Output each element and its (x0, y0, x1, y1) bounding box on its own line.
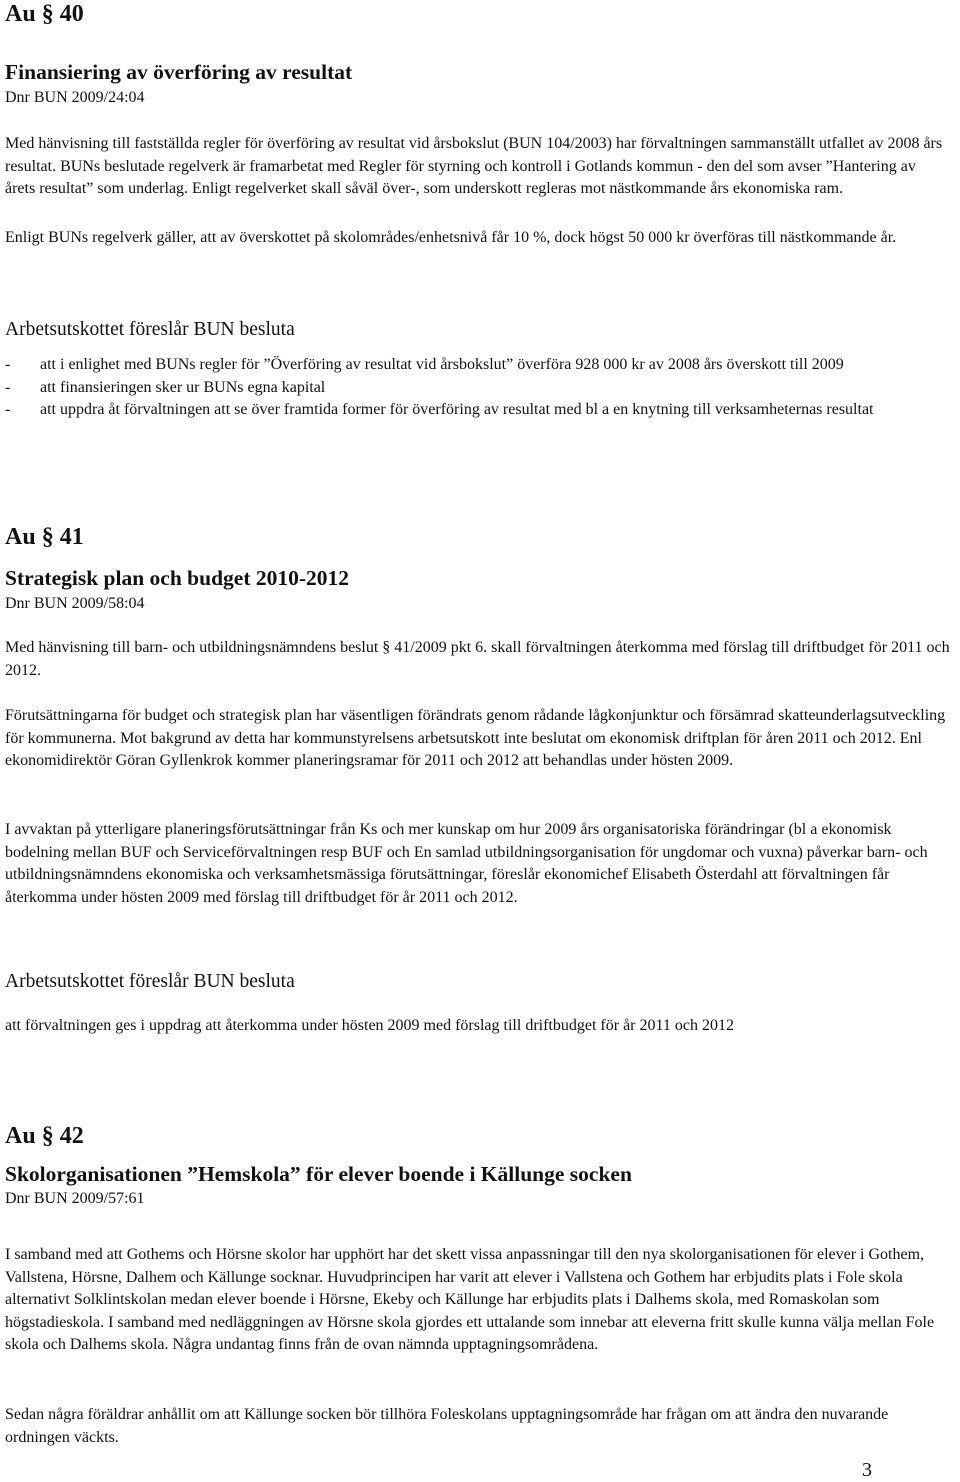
section-42-heading (5, 1122, 84, 1150)
section-number: 42 (59, 1123, 84, 1149)
section-40-proposal-heading: Arbetsutskottet föreslår BUN besluta (5, 319, 295, 340)
decision-item: - att uppdra åt förvaltningen att se över framtida former för överföring av resultat med bl a en knytning till verksamheternas resultat (5, 401, 874, 418)
decision-item: - att i enlighet med BUNs regler för ”Överföring av resultat vid årsbokslut” överföra 928 000 kr av 2008 års överskott till 2009 (5, 356, 844, 373)
section-40-title: Finansiering av överföring av resultat (5, 60, 353, 84)
paragraph-sign: § (41, 1, 54, 27)
section-42-paragraph-2: Sedan några föräldrar anhållit om att Källunge socken bör tillhöra Foleskolans upptagningsområde har frågan om att ändra den nuvarande ordningen väckts. (5, 1406, 889, 1446)
section-40-decision-list (5, 354, 910, 422)
section-41-dnr: Dnr BUN 2009/58:04 (5, 595, 145, 612)
paragraph-sign: § (41, 524, 54, 550)
section-40-dnr: Dnr BUN 2009/24:04 (5, 89, 145, 106)
section-40-heading (5, 0, 84, 28)
section-41-paragraph-3: I avvaktan på ytterligare planeringsförutsättningar från Ks och mer kunskap om hur 2009 års organisatoriska förändringar (bl a ekonomisk bodelning mellan BUF och Serviceförvaltningen resp BUF och En samlad utbildningsorganisation för ungdomar och vuxna) påverkar barn- och utbildningsnämndens ekonomiska och verksamhetsmässiga förutsättningar, föreslår ekonomichef Elisabeth Österdahl att förvaltningen får återkomma under hösten 2009 med förslag till driftbudget för år 2011 och 2012. (5, 821, 928, 906)
section-40-paragraph-1: Med hänvisning till fastställda regler för överföring av resultat vid årsbokslut (BUN 104/2003) har förvaltningen sammanställt utfallet av 2008 års resultat. BUNs beslutade regelverk är framarbetat med Regler för styrning och kontroll i Gotlands kommun - den del som avser ”Hantering av årets resultat” som underlag. Enligt regelverket skall såväl över-, som underskott regleras mot nästkommande års ekonomiska ram. (5, 135, 943, 197)
section-41-heading (5, 523, 84, 551)
section-number: 40 (59, 1, 84, 27)
decision-item: - att finansieringen sker ur BUNs egna kapital (5, 378, 326, 396)
section-40-paragraph-2: Enligt BUNs regelverk gäller, att av överskottet på skolområdes/enhetsnivå får 10 %, dock högst 50 000 kr överföras till nästkommande år. (5, 229, 897, 246)
section-42-dnr: Dnr BUN 2009/57:61 (5, 1190, 145, 1207)
section-41-paragraph-2: Förutsättningarna för budget och strategisk plan har väsentligen förändrats genom rådande lågkonjunktur och försämrad skatteunderlagsutveckling för kommunerna. Mot bakgrund av detta har kommunstyrelsens arbetsutskott inte beslutat om ekonomisk driftplan för åren 2011 och 2012. Enl ekonomidirektör Göran Gyllenkrok kommer planeringsramar för 2011 och 2012 att behandlas under hösten 2009. (5, 707, 946, 769)
section-41-decision: att förvaltningen ges i uppdrag att återkomma under hösten 2009 med förslag till driftbudget för år 2011 och 2012 (5, 1017, 734, 1034)
section-42-title: Skolorganisationen ”Hemskola” för elever boende i Källunge socken (5, 1162, 632, 1186)
section-41-title: Strategisk plan och budget 2010-2012 (5, 566, 350, 590)
section-41-paragraph-1: Med hänvisning till barn- och utbildningsnämndens beslut § 41/2009 pkt 6. skall förvaltningen återkomma med förslag till driftbudget för 2011 och 2012. (5, 639, 950, 679)
paragraph-sign: § (41, 1123, 54, 1149)
section-label: Au (5, 1, 36, 27)
section-label: Au (5, 1123, 36, 1149)
section-41-proposal-heading: Arbetsutskottet föreslår BUN besluta (5, 971, 295, 992)
section-42-paragraph-1: I samband med att Gothems och Hörsne skolor har upphört har det skett vissa anpassningar till den nya skolorganisationen för elever i Gothem, Vallstena, Hörsne, Dalhem och Källunge socknar. Huvudprincipen har varit att elever i Vallstena och Gothem har erbjudits plats i Fole skola alternativt Solklintskolan medan elever boende i Hörsne, Ekeby och Källunge har erbjudits plats i Dalhems skola, med Romaskolan som högstadieskola. I samband med nedläggningen av Hörsne skola gjordes ett uttalande som innebar att eleverna fritt skulle kunna välja mellan Fole skola och Dalhems skola. Några undantag finns från de ovan nämnda upptagningsområdena. (5, 1246, 935, 1353)
section-label: Au (5, 524, 36, 550)
section-number: 41 (59, 524, 84, 550)
page-number: 3 (862, 1459, 872, 1481)
